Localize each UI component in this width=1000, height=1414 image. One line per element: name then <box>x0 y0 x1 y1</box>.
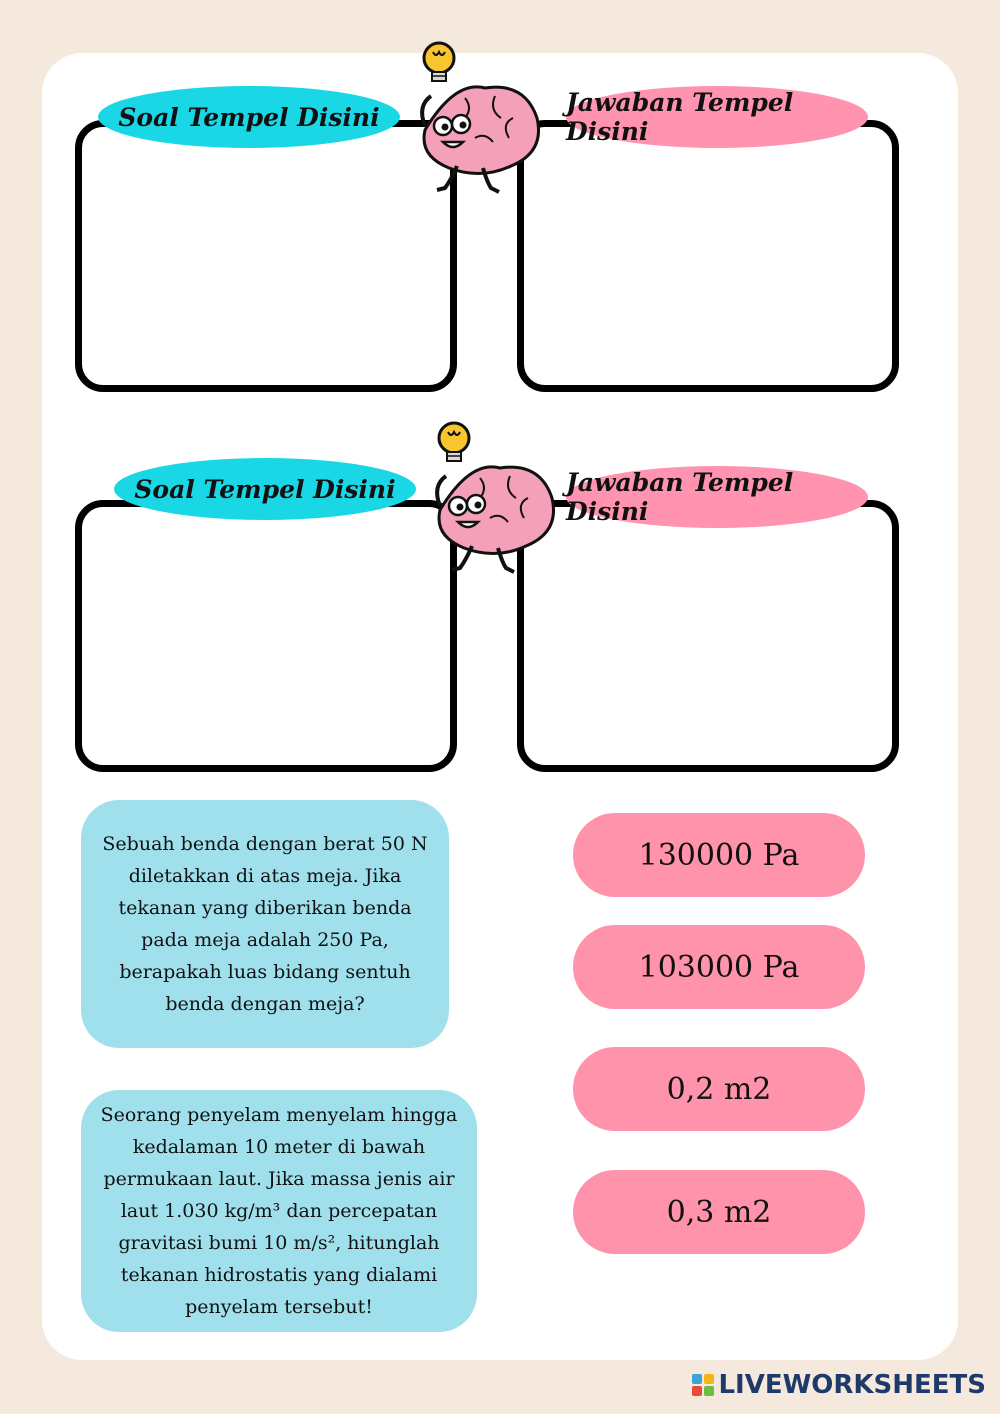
answer-card-1[interactable]: 130000 Pa <box>573 813 865 897</box>
brain-mascot-icon <box>405 38 545 198</box>
lightbulb-icon <box>439 423 469 461</box>
answer-card-3[interactable]: 0,2 m2 <box>573 1047 865 1131</box>
brain-mascot-icon <box>420 418 560 578</box>
jawaban-drop-box-2[interactable] <box>517 500 899 772</box>
question-card-2[interactable]: Seorang penyelam menyelam hingga kedalaman 10 meter di bawah permukaan laut. Jika massa jenis air laut 1.030 kg/m³ dan percepatan gravitasi bumi 10 m/s², hitunglah tekanan hidrostatis yang dialami penyelam tersebut! <box>81 1090 477 1332</box>
soal-label-2: Soal Tempel Disini <box>114 458 416 520</box>
liveworksheets-logo <box>692 1370 986 1400</box>
soal-label-1: Soal Tempel Disini <box>98 86 400 148</box>
lightbulb-icon <box>424 43 454 81</box>
answer-card-4[interactable]: 0,3 m2 <box>573 1170 865 1254</box>
soal-drop-box-1[interactable] <box>75 120 457 392</box>
jawaban-label-2: Jawaban Tempel Disini <box>566 466 868 528</box>
liveworksheets-logo-icon <box>692 1374 714 1396</box>
question-card-1[interactable]: Sebuah benda dengan berat 50 N diletakkan di atas meja. Jika tekanan yang diberikan benda pada meja adalah 250 Pa, berapakah luas bidang sentuh benda dengan meja? <box>81 800 449 1048</box>
soal-drop-box-2[interactable] <box>75 500 457 772</box>
jawaban-drop-box-1[interactable] <box>517 120 899 392</box>
jawaban-label-1: Jawaban Tempel Disini <box>566 86 868 148</box>
answer-card-2[interactable]: 103000 Pa <box>573 925 865 1009</box>
logo-text: LIVEWORKSHEETS <box>718 1370 986 1400</box>
